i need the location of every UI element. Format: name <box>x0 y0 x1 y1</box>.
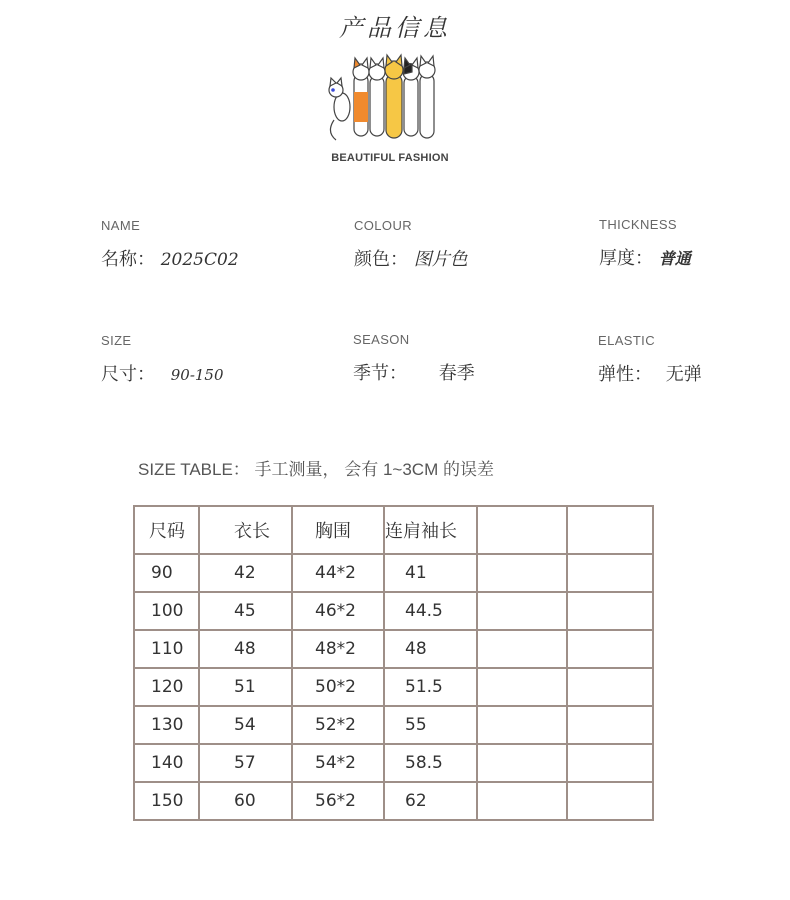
table-cell: 54 <box>199 706 292 744</box>
name-en-label: NAME <box>101 218 141 233</box>
season-en-label: SEASON <box>353 332 410 347</box>
table-row <box>134 706 653 744</box>
table-cell <box>567 554 653 592</box>
table-cell <box>567 592 653 630</box>
table-cell <box>477 630 567 668</box>
header-cell: 胸围 <box>292 506 384 554</box>
thickness-en-label: THICKNESS <box>599 217 678 232</box>
table-cell: 44*2 <box>292 554 384 592</box>
table-cell: 150 <box>134 782 199 820</box>
colour-en-label: COLOUR <box>354 218 413 233</box>
table-cell <box>567 782 653 820</box>
size-table-header-row <box>134 506 653 554</box>
table-cell: 90 <box>134 554 199 592</box>
table-cell <box>477 668 567 706</box>
table-cell: 48 <box>199 630 292 668</box>
table-cell: 48*2 <box>292 630 384 668</box>
table-cell <box>567 706 653 744</box>
header-cell: 尺码 <box>134 506 199 554</box>
logo-text: BEAUTIFUL FASHION <box>331 152 449 164</box>
size-en-label: SIZE <box>101 333 132 348</box>
colour-field <box>354 218 468 271</box>
table-cell: 41 <box>384 554 477 592</box>
table-cell: 120 <box>134 668 199 706</box>
table-cell: 51 <box>199 668 292 706</box>
table-cell: 46*2 <box>292 592 384 630</box>
season-label: 季节： <box>353 363 407 384</box>
table-cell: 51.5 <box>384 668 477 706</box>
thickness-field <box>599 217 691 270</box>
table-cell: 60 <box>199 782 292 820</box>
header-cell <box>477 506 567 554</box>
colour-label: 颜色： <box>354 249 408 270</box>
elastic-value: 无弹 <box>665 364 702 385</box>
size-field <box>101 333 224 386</box>
size-value: 90-150 <box>170 366 224 384</box>
name-label: 名称： <box>101 249 155 270</box>
table-row <box>134 744 653 782</box>
table-cell: 100 <box>134 592 199 630</box>
table-cell: 54*2 <box>292 744 384 782</box>
table-row <box>134 782 653 820</box>
cats-illustration <box>320 52 460 152</box>
elastic-field <box>598 333 702 386</box>
thickness-label: 厚度： <box>599 248 653 269</box>
name-value: 2025C02 <box>160 250 239 270</box>
header-cell: 连肩袖长 <box>384 506 477 554</box>
table-cell: 50*2 <box>292 668 384 706</box>
size-table <box>133 505 654 821</box>
table-row <box>134 668 653 706</box>
table-cell: 44.5 <box>384 592 477 630</box>
table-cell: 52*2 <box>292 706 384 744</box>
elastic-en-label: ELASTIC <box>598 333 655 348</box>
size-label: 尺寸： <box>101 364 155 385</box>
header-cell: 衣长 <box>199 506 292 554</box>
colour-value: 图片色 <box>413 249 468 270</box>
header-cell <box>567 506 653 554</box>
table-cell: 58.5 <box>384 744 477 782</box>
table-cell <box>567 744 653 782</box>
table-cell <box>477 744 567 782</box>
table-row <box>134 554 653 592</box>
table-cell: 56*2 <box>292 782 384 820</box>
table-cell: 140 <box>134 744 199 782</box>
season-value: 春季 <box>438 363 475 384</box>
table-cell <box>477 554 567 592</box>
table-cell <box>567 668 653 706</box>
thickness-value: 普通 <box>658 249 691 268</box>
table-cell <box>567 630 653 668</box>
size-table-caption: SIZE TABLE： 手工测量， 会有 1~3CM 的误差 <box>138 460 494 479</box>
table-cell: 48 <box>384 630 477 668</box>
table-cell: 55 <box>384 706 477 744</box>
table-cell: 45 <box>199 592 292 630</box>
table-row <box>134 630 653 668</box>
page-title: 产品信息 <box>339 14 451 42</box>
table-cell <box>477 706 567 744</box>
table-cell: 57 <box>199 744 292 782</box>
table-cell: 110 <box>134 630 199 668</box>
elastic-label: 弹性： <box>598 364 652 385</box>
table-cell: 62 <box>384 782 477 820</box>
name-field <box>101 218 239 271</box>
table-cell <box>477 782 567 820</box>
table-cell <box>477 592 567 630</box>
table-cell: 130 <box>134 706 199 744</box>
brand-logo <box>320 52 460 172</box>
table-cell: 42 <box>199 554 292 592</box>
season-field <box>353 332 475 385</box>
table-row <box>134 592 653 630</box>
